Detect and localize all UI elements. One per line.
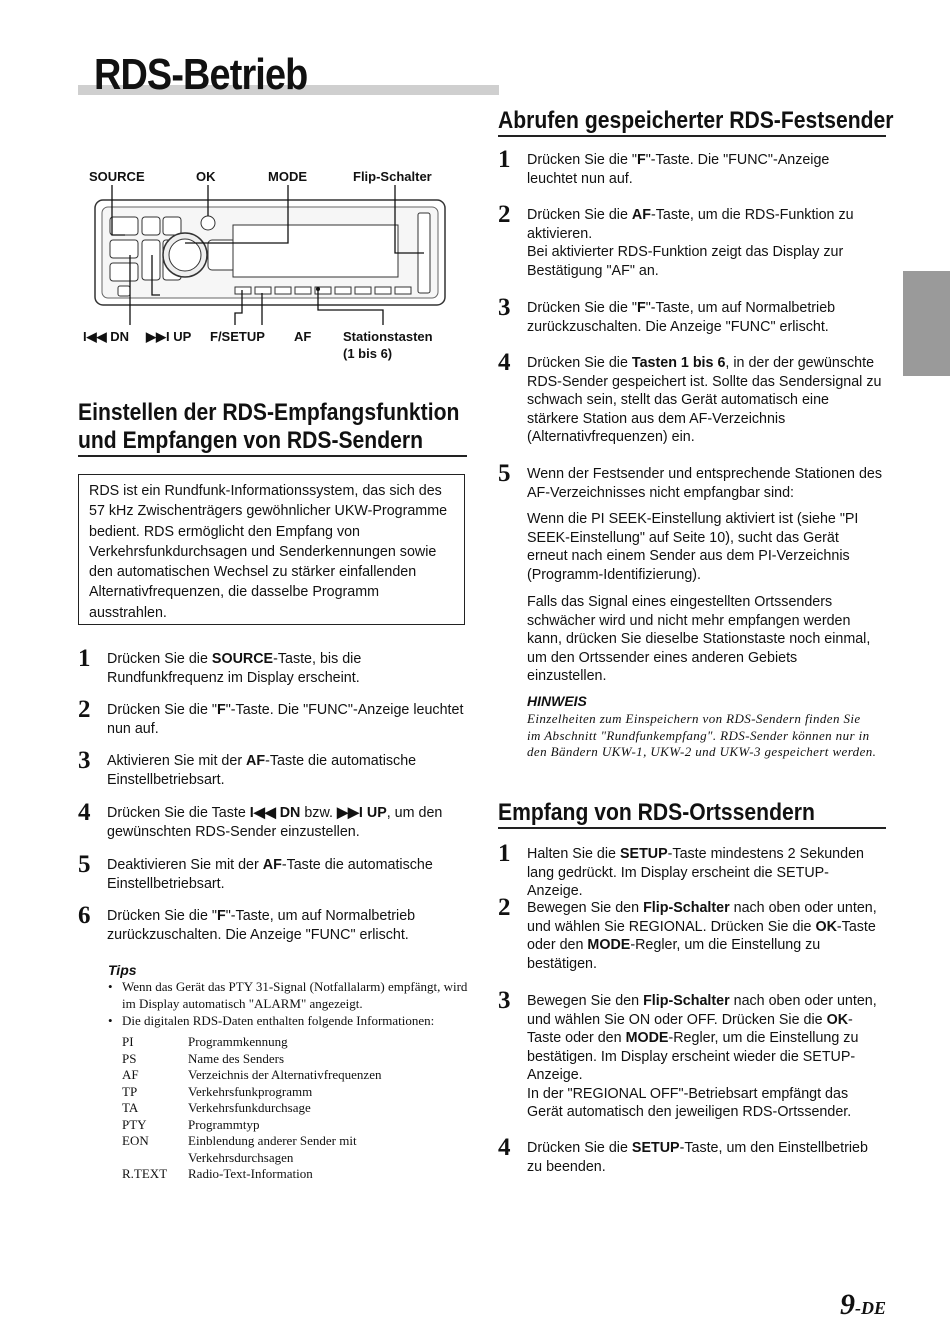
rds-desc: Verkehrsdurchsagen	[188, 1149, 294, 1165]
section-tab-marker	[903, 271, 950, 376]
head-unit-diagram	[90, 185, 460, 325]
step-fragment: "-Taste. Die "FUNC"-Anzeige leuchtet nun auf.	[527, 152, 830, 187]
step-text	[527, 465, 882, 502]
step-number: 2	[78, 696, 91, 723]
tips-title: Tips	[108, 962, 137, 978]
step-fragment: -Regler, um die Einstellung zu bestätigen.	[527, 937, 821, 972]
step-emphasis: Flip-Schalter	[643, 900, 730, 916]
label-mode: MODE	[268, 169, 307, 184]
step-emphasis: OK	[826, 1011, 849, 1028]
step-emphasis: AF	[631, 207, 651, 223]
step-number: 3	[498, 987, 511, 1014]
step-fragment: "-Taste. Die "FUNC"-Anzeige leuchtet nun auf.	[107, 702, 464, 737]
label-up-text: UP	[173, 329, 192, 344]
step-text	[107, 701, 467, 738]
step-emphasis: OK	[815, 918, 837, 935]
step-emphasis: Tasten 1 bis 6	[631, 355, 726, 371]
step-fragment: -Regler, um die Einstellung zu bestätigen. Im Display erscheint wieder die SETUP-Anzeige.	[527, 1030, 859, 1083]
rds-abbr: PTY	[122, 1116, 147, 1132]
step-fragment: Drücken Sie die "	[527, 152, 637, 168]
page-number-value: 9	[840, 1288, 855, 1321]
hinweis-title: HINWEIS	[527, 693, 587, 709]
diagram-f-setup-button	[235, 287, 251, 294]
diagram-preset-button	[355, 287, 371, 294]
rds-desc: Verkehrsfunkdurchsage	[188, 1100, 311, 1115]
diagram-ok-button	[201, 216, 215, 230]
step-fragment: Deaktivieren Sie mit der	[107, 857, 263, 873]
step-fragment: nach oben oder unten, und wählen Sie REGIONAL. Drücken Sie die	[527, 900, 877, 935]
step-text	[527, 992, 882, 1122]
diagram-af-button	[255, 287, 271, 294]
diagram-btn	[163, 217, 181, 235]
step-fragment: , in der der gewünschte RDS-Sender gespeichert ist. Sollte das Sendersignal zu schwach sein, stellt das Gerät automatisch eine stärkere Station aus dem AF-Verzeichnis (Alternativfrequenzen) ein.	[527, 355, 882, 445]
label-ok: OK	[196, 169, 216, 184]
step-text	[527, 151, 882, 188]
step-emphasis: Flip-Schalter	[643, 993, 730, 1009]
rds-abbr: PS	[122, 1050, 137, 1066]
right-heading-2-rule	[498, 827, 886, 829]
step-emphasis: SETUP	[620, 846, 668, 862]
label-stationstasten: Stationstasten	[343, 329, 433, 344]
label-flip-schalter: Flip-Schalter	[353, 169, 432, 184]
diagram-preset-button	[275, 287, 291, 294]
diagram-preset-button	[395, 287, 411, 294]
label-up	[146, 329, 191, 345]
step-extra: In der "REGIONAL OFF"-Betriebsart empfängt das Gerät automatisch den jeweiligen RDS-Ortssender.	[527, 1085, 852, 1120]
diagram-release-button	[118, 286, 130, 296]
step-fragment: Drücken Sie die	[527, 355, 632, 371]
diagram-btn	[208, 240, 236, 270]
step-number: 2	[498, 201, 511, 228]
up-prefix-icon: ▶▶I	[146, 329, 170, 344]
step-number: 1	[498, 840, 511, 867]
step-number: 4	[498, 349, 511, 376]
step-number: 6	[78, 902, 91, 929]
step-emphasis: SOURCE	[211, 651, 274, 667]
diagram-preset-button	[375, 287, 391, 294]
diagram-btn	[110, 263, 138, 281]
rds-abbr: EON	[122, 1133, 149, 1148]
dn-prefix-icon: I◀◀	[83, 329, 107, 344]
step-fragment: -Taste, um die RDS-Funktion zu aktivieren.	[527, 207, 854, 242]
step-fragment: Drücken Sie die "	[527, 300, 637, 316]
step-number: 5	[78, 851, 91, 878]
step-fragment: -Taste, um den Einstellbetrieb zu beenden.	[527, 1140, 868, 1175]
step-fragment: Bewegen Sie den	[527, 993, 644, 1009]
rds-desc: Name des Senders	[188, 1050, 285, 1066]
step-number: 3	[498, 294, 511, 321]
rds-desc: Verzeichnis der Alternativfrequenzen	[188, 1067, 382, 1082]
step-text	[107, 650, 467, 687]
rds-desc: Programmkennung	[188, 1034, 288, 1049]
step-emphasis: AF	[246, 753, 266, 769]
diagram-dn-button	[142, 240, 160, 280]
left-heading-rule	[78, 455, 467, 457]
rds-abbr: AF	[122, 1067, 139, 1082]
page-number	[840, 1288, 886, 1322]
left-heading-line2: und Empfangen von RDS-Sendern	[78, 427, 423, 454]
rds-desc: Verkehrsfunkprogramm	[188, 1083, 313, 1099]
diagram-preset-button	[335, 287, 351, 294]
step-text	[107, 907, 467, 944]
rds-desc: Radio-Text-Information	[188, 1166, 313, 1181]
diagram-btn	[142, 217, 160, 235]
step-text	[527, 354, 882, 447]
step-text	[107, 752, 467, 789]
step-fragment: Drücken Sie die	[527, 207, 632, 223]
right-heading-1-rule	[498, 135, 886, 137]
step-fragment: Wenn der Festsender und entsprechende Stationen des AF-Verzeichnisses nicht empfangbar sind:	[527, 466, 883, 501]
rds-info-box: RDS ist ein Rundfunk-Informationssystem, das sich des 57 kHz Zwischenträgers gewöhnlicher UKW-Programme bedient. RDS ermöglicht den Empfang von Verkehrsfunkdurchsagen und Senderkennungen sowie den automatischen Wechsel zu stärker einfallenden Alternativfrequenzen, die dasselbe Programm ausstrahlen.	[78, 474, 465, 625]
step-text	[527, 206, 882, 280]
step-fragment: Drücken Sie die Taste	[107, 805, 250, 821]
leader-dot	[316, 287, 320, 291]
rds-desc: Programmtyp	[188, 1116, 260, 1132]
step-text	[107, 856, 467, 893]
step-number: 4	[498, 1134, 511, 1161]
label-af: AF	[294, 329, 312, 344]
step-emphasis: F	[636, 152, 646, 168]
diagram-source-button	[110, 217, 138, 235]
step-fragment: -Taste oder den	[527, 1011, 853, 1046]
step-emphasis: AF	[262, 857, 282, 873]
step-emphasis: SETUP	[631, 1140, 680, 1156]
step5-paragraph-1: Wenn die PI SEEK-Einstellung aktiviert ist (siehe "PI SEEK-Einstellung" auf Seite 10), sucht das Gerät erneut nach einem Sender aus dem PI-Verzeichnis (Programm-Identifizierung).	[527, 511, 859, 583]
step-fragment: "-Taste, um auf Normalbetrieb zurückzuschalten. Die Anzeige "FUNC" erlischt.	[527, 300, 836, 335]
rds-abbr: TA	[122, 1100, 139, 1115]
step-fragment: -Taste mindestens 2 Sekunden lang gedrückt. Im Display erscheint die SETUP-Anzeige.	[527, 846, 864, 899]
step-fragment: Drücken Sie die	[107, 651, 212, 667]
rds-abbr: PI	[122, 1034, 134, 1049]
step-emphasis: F	[216, 702, 226, 718]
step-emphasis: I◀◀ DN	[249, 805, 301, 821]
step-fragment: -Taste die automatische Einstellbetriebsart.	[107, 857, 433, 892]
label-source: SOURCE	[89, 169, 145, 184]
step-emphasis: F	[216, 908, 226, 924]
diagram-btn	[110, 240, 138, 258]
step-number: 1	[498, 146, 511, 173]
step-number: 1	[78, 645, 91, 672]
step-fragment: -Taste oder den	[527, 918, 876, 953]
tip-text: Wenn das Gerät das PTY 31-Signal (Notfallalarm) empfängt, wird im Display automatisch "ALARM" angezeigt.	[122, 979, 468, 1011]
step-emphasis: MODE	[587, 937, 631, 953]
step-fragment: -Taste die automatische Einstellbetriebsart.	[107, 753, 417, 788]
step-number: 4	[78, 799, 91, 826]
step-text	[527, 899, 882, 973]
page-number-suffix: -DE	[855, 1298, 886, 1318]
page-title: RDS-Betrieb	[94, 50, 308, 99]
label-stationstasten-sub: (1 bis 6)	[343, 346, 393, 361]
step-fragment: , um den gewünschten RDS-Sender einzustellen.	[107, 805, 443, 840]
step-fragment: Drücken Sie die	[527, 1140, 632, 1156]
step-fragment: Aktivieren Sie mit der	[107, 753, 247, 769]
step-fragment: Drücken Sie die "	[107, 702, 217, 718]
step-fragment: Bewegen Sie den	[527, 900, 644, 916]
step-emphasis: MODE	[625, 1030, 669, 1046]
rds-desc: Einblendung anderer Sender mit	[188, 1133, 357, 1148]
step-fragment: Halten Sie die	[527, 846, 620, 862]
step-fragment: Drücken Sie die "	[107, 908, 217, 924]
step-number: 5	[498, 460, 511, 487]
rds-abbr: TP	[122, 1083, 138, 1099]
step-text	[107, 804, 467, 841]
tip-text: Die digitalen RDS-Daten enthalten folgende Informationen:	[122, 1013, 435, 1028]
tip-item: • Wenn das Gerät das PTY 31-Signal (Notfallalarm) empfängt, wird im Display automatisch "ALARM" angezeigt.	[108, 979, 468, 1011]
right-heading-1: Abrufen gespeicherter RDS-Festsender	[498, 107, 894, 134]
step-fragment: "-Taste, um auf Normalbetrieb zurückzuschalten. Die Anzeige "FUNC" erlischt.	[107, 908, 416, 943]
step-text	[527, 1139, 882, 1176]
left-heading-line1: Einstellen der RDS-Empfangsfunktion	[78, 399, 460, 426]
label-dn-text: DN	[110, 329, 130, 344]
label-fsetup: F/SETUP	[210, 329, 265, 344]
step-number: 2	[498, 894, 511, 921]
step-fragment: nach oben oder unten, und wählen Sie ON oder OFF. Drücken Sie die	[527, 993, 877, 1028]
step-fragment: bzw.	[300, 805, 337, 821]
step-text	[527, 845, 882, 901]
right-heading-2: Empfang von RDS-Ortssendern	[498, 799, 815, 826]
diagram-mode-knob-inner	[169, 239, 201, 271]
diagram-preset-button	[295, 287, 311, 294]
step-number: 3	[78, 747, 91, 774]
step-emphasis: ▶▶I UP	[336, 805, 387, 821]
rds-abbr: R.TEXT	[122, 1166, 168, 1181]
label-dn	[83, 329, 129, 345]
diagram-display	[233, 225, 398, 277]
step-emphasis: F	[636, 300, 646, 316]
step5-paragraph-2: Falls das Signal eines eingestellten Ortssenders schwächer wird und nicht mehr empfangen werden kann, drücken Sie dieselbe Stationstaste noch einmal, um den Ortssender eines anderen Gebiets einzustellen.	[527, 594, 871, 684]
hinweis-text: Einzelheiten zum Einspeichern von RDS-Sendern finden Sie im Abschnitt "Rundfunkempfang". RDS-Sender können nur in den Bändern UKW-1, UKW-2 und UKW-3 gespeichert werden.	[527, 711, 877, 759]
step-text	[527, 299, 882, 336]
step-extra: Bei aktivierter RDS-Funktion zeigt das Display zur Bestätigung "AF" an.	[527, 244, 844, 279]
tip-item: • Die digitalen RDS-Daten enthalten folgende Informationen:	[108, 1013, 468, 1030]
step-fragment: -Taste, bis die Rundfunkfrequenz im Display erscheint.	[107, 651, 362, 686]
